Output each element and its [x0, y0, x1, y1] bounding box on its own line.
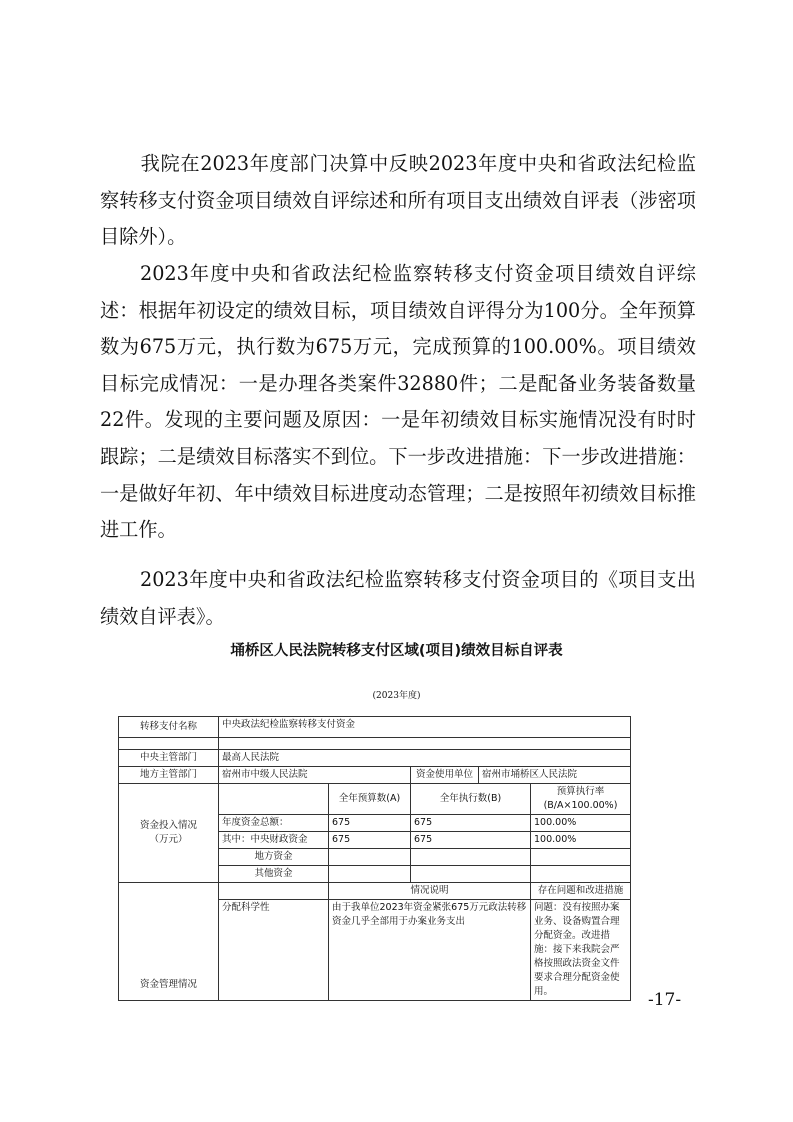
table-row [119, 738, 631, 750]
intro-text: 我院在2023年度部门决算中反映2023年度中央和省政法纪检监察转移支付资金项目绩效自评综述和所有项目支出绩效自评表（涉密项目除外）。 [100, 152, 696, 249]
table-row: 其他资金 [119, 866, 631, 883]
fund-user-label: 资金使用单位 [411, 767, 479, 784]
table-row [119, 717, 631, 738]
table-row [119, 750, 631, 767]
col-exec: 全年执行数(B) [411, 784, 531, 815]
local-dept-label: 地方主管部门 [119, 767, 219, 784]
col-description: 情况说明 [329, 883, 531, 900]
table-row [119, 767, 631, 784]
table-year: (2023年度) [372, 691, 421, 701]
table-title: 埇桥区人民法院转移支付区域(项目)绩效目标自评表 [230, 643, 563, 659]
table-row: 其中：中央财政资金 675 675 100.00% [119, 832, 631, 849]
table-intro-paragraph [100, 562, 696, 635]
summary-text: 2023年度中央和省政法纪检监察转移支付资金项目绩效自评综述：根据年初设定的绩效目标，项目绩效自评得分为100分。全年预算数为675万元，执行数为675万元，完成预算的100.00%。项目绩效目标完成情况：一是办理各类案件32880件；二是配备业务装备数量22件。发现的主要问题及原因：一是年初绩效目标实施情况没有时时跟踪；二是绩效目标落实不到位。下一步改进措施：下一步改进措施：一是做好年初、年中绩效目标进度动态管理；二是按照年初绩效目标推进工作。 [100, 262, 696, 542]
central-dept-value: 最高人民法院 [219, 750, 631, 767]
fund-management-label: 资金管理情况 [119, 883, 219, 1001]
intro-paragraph [100, 146, 696, 256]
table-row: 年度资金总额： 675 675 100.00% [119, 815, 631, 832]
allocation-label: 分配科学性 [219, 900, 329, 1001]
transfer-name-label: 转移支付名称 [119, 717, 219, 738]
fund-user-value: 宿州市埇桥区人民法院 [479, 767, 631, 784]
page-number: -17- [648, 990, 682, 1010]
table-intro-text: 2023年度中央和省政法纪检监察转移支付资金项目的《项目支出绩效自评表》。 [100, 568, 696, 628]
col-budget: 全年预算数(A) [329, 784, 411, 815]
summary-paragraph [100, 256, 696, 549]
self-evaluation-table [118, 716, 631, 1001]
table-row: 地方资金 [119, 849, 631, 866]
transfer-name-value: 中央政法纪检监察转移支付资金 [219, 717, 631, 738]
central-dept-label: 中央主管部门 [119, 750, 219, 767]
table-row [119, 883, 631, 900]
allocation-description: 由于我单位2023年资金紧张675万元政法转移资金几乎全部用于办案业务支出 [329, 900, 531, 1001]
allocation-issues: 问题：没有按照办案业务、设备购置合理分配资金。改进措施：接下来我院会严格按照政法资金文件要求合理分配资金使用。 [531, 900, 631, 1001]
col-issues: 存在问题和改进措施 [531, 883, 631, 900]
local-dept-value: 宿州市中级人民法院 [219, 767, 411, 784]
col-rate: 预算执行率 (B/A×100.00%) [531, 784, 631, 815]
table-row [119, 784, 631, 815]
funds-input-label: 资金投入情况 （万元） [119, 784, 219, 883]
